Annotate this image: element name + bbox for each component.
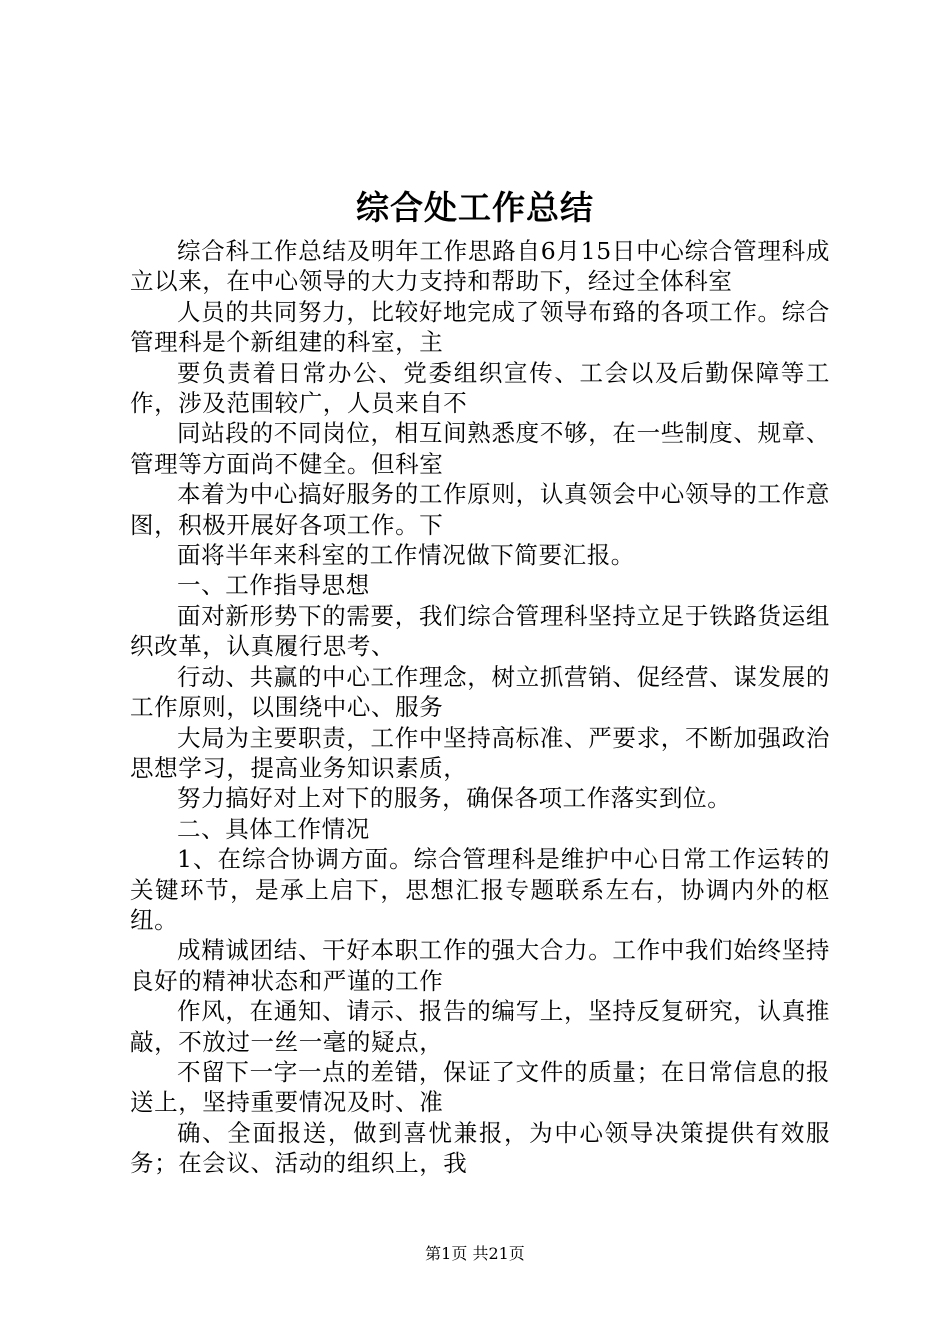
section-heading: 一、工作指导思想 [177,571,370,600]
paragraph: 要负责着日常办公、党委组织宣传、工会以及后勤保障等工作，涉及范围较广，人员来自不 [130,358,830,418]
section-heading: 二、具体工作情况 [177,814,370,843]
paragraph: 1、在综合协调方面。综合管理科是维护中心日常工作运转的关键环节，是承上启下，思想汇报专题联系左右，协调内外的枢纽。 [130,845,830,934]
paragraph: 行动、共赢的中心工作理念，树立抓营销、促经营、谋发展的工作原则，以围绕中心、服务 [130,662,830,722]
document-body [130,236,830,1179]
paragraph: 同站段的不同岗位，相互间熟悉度不够，在一些制度、规章、管理等方面尚不健全。但科室 [130,419,830,478]
paragraph: 确、全面报送，做到喜忧兼报，为中心领导决策提供有效服务；在会议、活动的组织上，我 [130,1118,830,1178]
paragraph: 面对新形势下的需要，我们综合管理科坚持立足于铁路货运组织改革，认真履行思考、 [130,601,830,661]
paragraph: 面将半年来科室的工作情况做下简要汇报。 [177,541,635,570]
paragraph: 综合科工作总结及明年工作思路自6月15日中心综合管理科成立以来，在中心领导的大力支持和帮助下，经过全体科室 [130,237,830,296]
document-title: 综合处工作总结 [356,188,594,227]
paragraph: 努力搞好对上对下的服务，确保各项工作落实到位。 [177,784,732,813]
paragraph: 本着为中心搞好服务的工作原则，认真领会中心领导的工作意图，积极开展好各项工作。下 [130,480,830,539]
paragraph: 不留下一字一点的差错，保证了文件的质量；在日常信息的报送上，坚持重要情况及时、准 [130,1057,830,1117]
paragraph: 成精诚团结、干好本职工作的强大合力。工作中我们始终坚持良好的精神状态和严谨的工作 [130,936,830,995]
paragraph: 作风，在通知、请示、报告的编写上，坚持反复研究，认真推敲，不放过一丝一毫的疑点， [130,997,830,1056]
page-number-footer: 第1页 共21页 [425,1244,525,1263]
paragraph: 大局为主要职责，工作中坚持高标准、严要求，不断加强政治思想学习，提高业务知识素质， [130,723,830,782]
paragraph: 人员的共同努力，比较好地完成了领导布臵的各项工作。综合管理科是个新组建的科室，主 [130,297,830,357]
